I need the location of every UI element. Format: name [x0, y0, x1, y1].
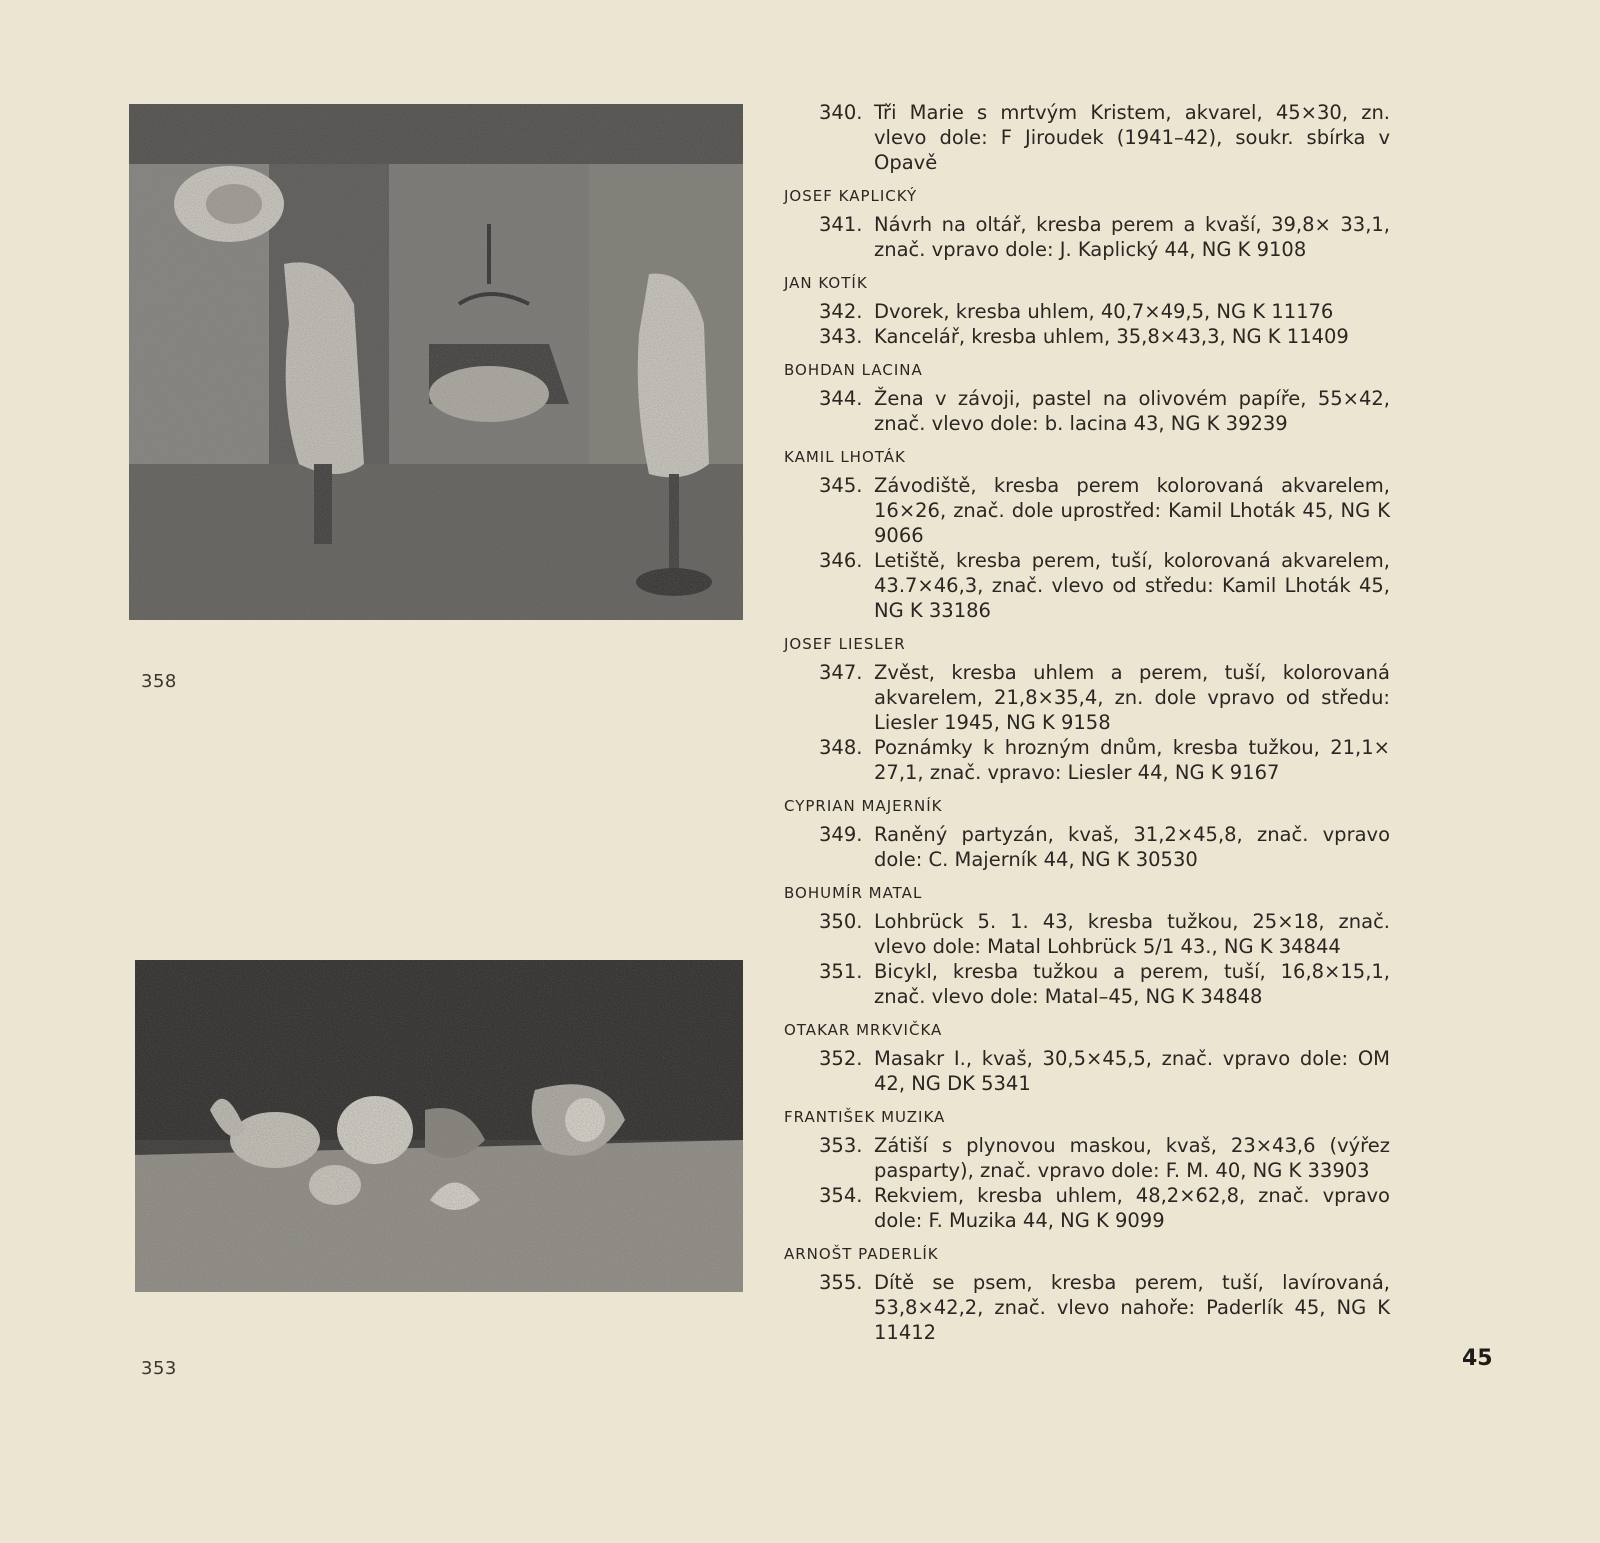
artist-heading: OTAKAR MRKVIČKA — [784, 1021, 943, 1039]
catalog-entry — [784, 473, 1390, 548]
entry-text: Rekviem, kresba uhlem, 48,2×62,8, znač. vpravo dole: F. Muzika 44, NG K 9099 — [874, 1184, 1390, 1232]
catalog-entry — [784, 324, 1390, 349]
entry-text: Zátiší s plynovou maskou, kvaš, 23×43,6 (výřez pasparty), znač. vpravo dole: F. M. 40, NG K 33903 — [874, 1134, 1390, 1182]
page-number: 45 — [1462, 1346, 1493, 1371]
entry-text: Závodiště, kresba perem kolorovaná akvarelem, 16×26, znač. dole uprostřed: Kamil Lhoták 45, NG K 9066 — [874, 474, 1390, 547]
entry-text: Letiště, kresba perem, tuší, kolorovaná akvarelem, 43.7×46,3, znač. vlevo od středu: Kamil Lhoták 45, NG K 33186 — [874, 549, 1390, 622]
entry-text: Žena v závoji, pastel na olivovém papíře, 55×42, znač. vlevo dole: b. lacina 43, NG K 39239 — [874, 387, 1390, 435]
entry-text: Dítě se psem, kresba perem, tuší, lavírovaná, 53,8×42,2, znač. vlevo nahoře: Paderlík 45, NG K 11412 — [874, 1271, 1390, 1344]
catalog-entry — [784, 660, 1390, 735]
entry-number: 352. — [819, 1047, 863, 1070]
entry-text: Bicykl, kresba tužkou a perem, tuší, 16,8×15,1, znač. vlevo dole: Matal–45, NG K 34848 — [874, 960, 1390, 1008]
plate-353-image — [135, 960, 743, 1292]
catalog-entry — [784, 1046, 1390, 1096]
entry-text: Dvorek, kresba uhlem, 40,7×49,5, NG K 11176 — [874, 300, 1334, 323]
entry-text: Návrh na oltář, kresba perem a kvaší, 39,8× 33,1, znač. vpravo dole: J. Kaplický 44, NG K 9108 — [874, 213, 1390, 261]
catalog-entry — [784, 909, 1390, 959]
entry-number: 345. — [819, 474, 863, 497]
entry-number: 349. — [819, 823, 863, 846]
entry-text: Kancelář, kresba uhlem, 35,8×43,3, NG K 11409 — [874, 325, 1349, 348]
catalog-entry — [784, 735, 1390, 785]
artist-heading: ARNOŠT PADERLÍK — [784, 1245, 939, 1263]
entry-number: 344. — [819, 387, 863, 410]
entry-number: 346. — [819, 549, 863, 572]
catalog-entry — [784, 822, 1390, 872]
plate-caption: 358 — [141, 671, 177, 692]
entry-number: 343. — [819, 325, 863, 348]
artist-heading: BOHUMÍR MATAL — [784, 884, 923, 902]
plate-caption: 353 — [141, 1358, 177, 1379]
mannequin-drawing — [129, 104, 743, 620]
entry-text: Masakr I., kvaš, 30,5×45,5, znač. vpravo dole: OM 42, NG DK 5341 — [874, 1047, 1390, 1095]
catalog-entry — [784, 299, 1390, 324]
entry-text: Poznámky k hrozným dnům, kresba tužkou, 21,1× 27,1, znač. vpravo: Liesler 44, NG K 9167 — [874, 736, 1390, 784]
catalog-entry — [784, 386, 1390, 436]
artist-heading: JAN KOTÍK — [784, 274, 868, 292]
entry-number: 355. — [819, 1271, 863, 1294]
still-life-painting — [135, 960, 743, 1292]
catalog-entry — [784, 1133, 1390, 1183]
catalog-list — [784, 100, 1390, 1345]
entry-number: 348. — [819, 736, 863, 759]
entry-text: Raněný partyzán, kvaš, 31,2×45,8, znač. vpravo dole: C. Majerník 44, NG K 30530 — [874, 823, 1390, 871]
entry-number: 353. — [819, 1134, 863, 1157]
catalog-entry — [784, 959, 1390, 1009]
artist-heading: JOSEF KAPLICKÝ — [784, 187, 918, 205]
entry-number: 354. — [819, 1184, 863, 1207]
entry-text: Lohbrück 5. 1. 43, kresba tužkou, 25×18, znač. vlevo dole: Matal Lohbrück 5/1 43., NG K 34844 — [874, 910, 1390, 958]
artist-heading: BOHDAN LACINA — [784, 361, 923, 379]
catalog-entry — [784, 548, 1390, 623]
entry-number: 350. — [819, 910, 863, 933]
entry-number: 347. — [819, 661, 863, 684]
entry-number: 351. — [819, 960, 863, 983]
entry-text: Zvěst, kresba uhlem a perem, tuší, kolorovaná akvarelem, 21,8×35,4, zn. dole vpravo od středu: Liesler 1945, NG K 9158 — [874, 661, 1390, 734]
artist-heading: JOSEF LIESLER — [784, 635, 906, 653]
entry-number: 341. — [819, 213, 863, 236]
artist-heading: KAMIL LHOTÁK — [784, 448, 906, 466]
catalog-entry — [784, 100, 1390, 175]
artist-heading: FRANTIŠEK MUZIKA — [784, 1108, 946, 1126]
entry-number: 340. — [819, 101, 863, 124]
catalog-entry — [784, 212, 1390, 262]
entry-text: Tři Marie s mrtvým Kristem, akvarel, 45×30, zn. vlevo dole: F Jiroudek (1941–42), soukr. sbírka v Opavě — [874, 101, 1390, 174]
catalog-entry — [784, 1270, 1390, 1345]
catalog-entry — [784, 1183, 1390, 1233]
entry-number: 342. — [819, 300, 863, 323]
artist-heading: CYPRIAN MAJERNÍK — [784, 797, 943, 815]
plate-358-image — [129, 104, 743, 620]
